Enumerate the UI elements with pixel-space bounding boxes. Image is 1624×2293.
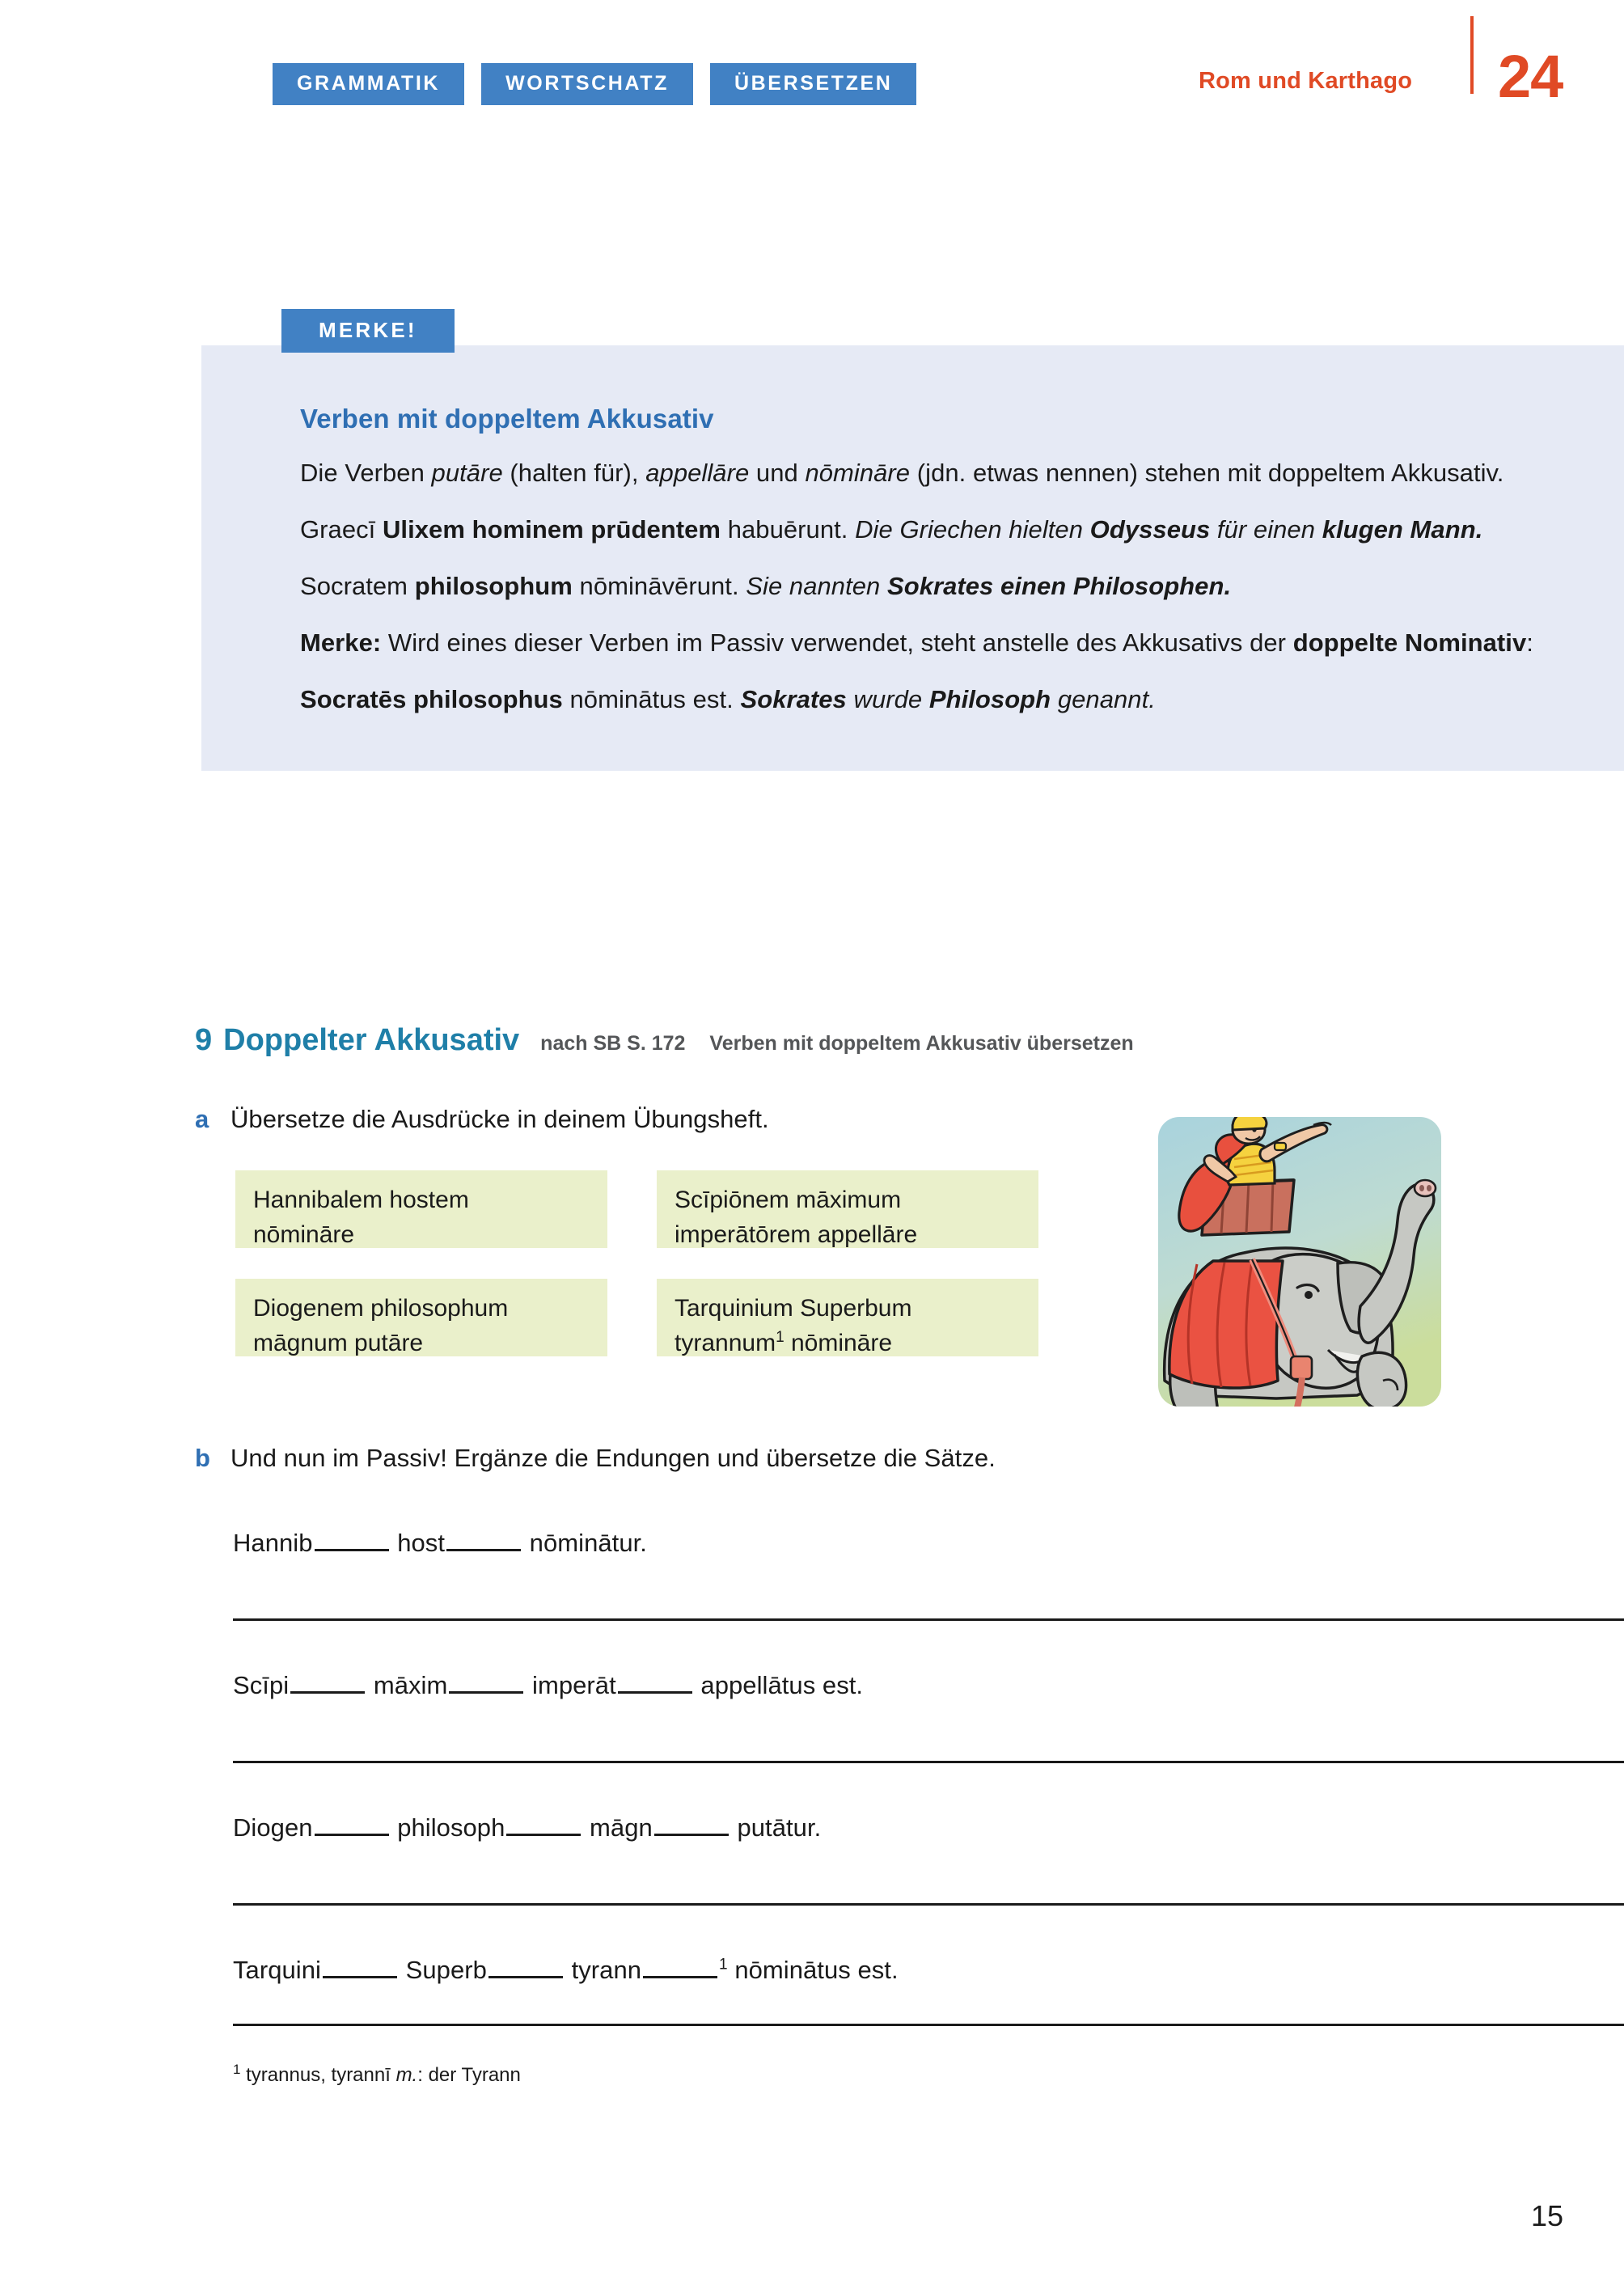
fill-sentence-2-seg-1: Scīpi: [233, 1671, 290, 1699]
expression-card-4: [657, 1279, 1038, 1356]
fill-sentence-1-seg-1: Hannib: [233, 1529, 313, 1557]
answer-rule-2[interactable]: [233, 1761, 1624, 1763]
expression-card-1-line1: Hannibalem hostem: [253, 1187, 469, 1213]
fill-sentence-4-seg-2: Superb: [398, 1956, 487, 1984]
merke-paragraph-5: Socratēs philosophus nōminātus est. Sokrates wurde Philosoph genannt.: [300, 685, 1156, 714]
chapter-number: 24: [1498, 43, 1563, 110]
blank-input-1-1[interactable]: [315, 1549, 389, 1551]
expression-card-1: [235, 1170, 607, 1248]
page-header: [0, 0, 1624, 113]
exercise-reference: nach SB S. 172: [540, 1032, 686, 1055]
footnote-post: : der Tyrann: [417, 2064, 521, 2086]
fill-sentence-2[interactable]: [233, 1671, 863, 1700]
footnote-gender: m.: [395, 2064, 418, 2086]
footnote-rule: [233, 2024, 1624, 2026]
fill-sentence-4-footnote-marker: 1: [719, 1956, 728, 1974]
fill-sentence-2-seg-3: imperāt: [525, 1671, 616, 1699]
expression-card-4-line2-post: nōmināre: [784, 1329, 893, 1356]
expression-card-1-line2: nōmināre: [253, 1221, 355, 1248]
merke-paragraph-2: Graecī Ulixem hominem prūdentem habuērunt. Die Griechen hielten Odysseus für einen klugen Mann.: [300, 515, 1483, 544]
expression-card-3: [235, 1279, 607, 1356]
tab-grammatik[interactable]: GRAMMATIK: [273, 63, 464, 105]
expression-card-2-line2: imperātōrem appellāre: [675, 1221, 918, 1248]
merke-paragraph-3: Socratem philosophum nōmināvērunt. Sie nannten Sokrates einen Philosophen.: [300, 572, 1232, 601]
part-a-letter: a: [195, 1105, 209, 1133]
fill-sentence-1-seg-3: nōminātur.: [522, 1529, 647, 1557]
blank-input-4-1[interactable]: [323, 1976, 397, 1978]
exercise-number: 9: [195, 1023, 213, 1057]
tab-uebersetzen[interactable]: ÜBERSETZEN: [710, 63, 916, 105]
expression-card-4-footnote-marker: 1: [776, 1328, 785, 1346]
merke-paragraph-4: Merke: Wird eines dieser Verben im Passiv verwendet, steht anstelle des Akkusativs der doppelte Nominativ:: [300, 628, 1533, 658]
exercise-heading: [195, 1023, 1134, 1058]
merke-paragraph-1: Die Verben putāre (halten für), appellāre und nōmināre (jdn. etwas nennen) stehen mit doppeltem Akkusativ.: [300, 459, 1504, 487]
merke-box: [201, 345, 1624, 771]
footnote-marker: 1: [233, 2062, 241, 2077]
blank-input-2-2[interactable]: [449, 1691, 523, 1694]
blank-input-2-1[interactable]: [290, 1691, 365, 1694]
fill-sentence-3-seg-2: philosoph: [390, 1813, 505, 1842]
fill-sentence-2-seg-2: māxim: [366, 1671, 448, 1699]
part-b-letter: b: [195, 1444, 210, 1472]
fill-sentence-4-seg-1: Tarquini: [233, 1956, 321, 1984]
merke-tab-label: MERKE!: [281, 309, 455, 353]
fill-sentence-3-seg-4: putātur.: [730, 1813, 822, 1842]
blank-input-3-3[interactable]: [654, 1834, 729, 1836]
expression-card-2: [657, 1170, 1038, 1248]
fill-sentence-1[interactable]: [233, 1529, 647, 1558]
section-tab-group: [273, 63, 916, 105]
exercise-goal: Verben mit doppeltem Akkusativ übersetzen: [709, 1032, 1134, 1055]
blank-input-4-3[interactable]: [643, 1976, 717, 1978]
expression-card-2-line1: Scīpiōnem māximum: [675, 1187, 902, 1213]
fill-sentence-3-seg-1: Diogen: [233, 1813, 313, 1842]
chapter-title: Rom und Karthago: [1199, 68, 1413, 94]
fill-sentence-3[interactable]: [233, 1813, 821, 1842]
expression-card-4-line2: [675, 1326, 1021, 1361]
merke-heading: Verben mit doppeltem Akkusativ: [300, 404, 714, 434]
blank-input-4-2[interactable]: [488, 1976, 563, 1978]
expression-card-4-line2-pre: tyrannum: [675, 1329, 776, 1356]
expression-card-3-line1: Diogenem philosophum: [253, 1295, 509, 1322]
blank-input-2-3[interactable]: [618, 1691, 692, 1694]
part-b-instruction: Und nun im Passiv! Ergänze die Endungen und übersetze die Sätze.: [230, 1444, 996, 1472]
blank-input-3-2[interactable]: [506, 1834, 581, 1836]
answer-rule-1[interactable]: [233, 1618, 1624, 1621]
chapter-divider: [1470, 16, 1474, 94]
page-number: 15: [1531, 2199, 1564, 2232]
elephant-illustration: [1155, 1114, 1444, 1419]
footnote-pre: tyrannus, tyrannī: [240, 2064, 396, 2086]
expression-card-3-line2: māgnum putāre: [253, 1329, 424, 1356]
fill-sentence-4-seg-4: nōminātus est.: [727, 1956, 899, 1984]
fill-sentence-4-seg-3: tyrann: [564, 1956, 642, 1984]
answer-rule-3[interactable]: [233, 1903, 1624, 1906]
tab-wortschatz[interactable]: WORTSCHATZ: [481, 63, 693, 105]
expression-card-4-line1: Tarquinium Superbum: [675, 1295, 912, 1322]
fill-sentence-1-seg-2: host: [390, 1529, 446, 1557]
footnote: [233, 2064, 521, 2087]
part-a-instruction: Übersetze die Ausdrücke in deinem Übungsheft.: [230, 1105, 769, 1133]
blank-input-3-1[interactable]: [315, 1834, 389, 1836]
fill-sentence-2-seg-4: appellātus est.: [693, 1671, 864, 1699]
exercise-title: Doppelter Akkusativ: [223, 1023, 520, 1057]
blank-input-1-2[interactable]: [446, 1549, 521, 1551]
fill-sentence-4[interactable]: [233, 1956, 899, 1985]
fill-sentence-3-seg-3: māgn: [582, 1813, 653, 1842]
